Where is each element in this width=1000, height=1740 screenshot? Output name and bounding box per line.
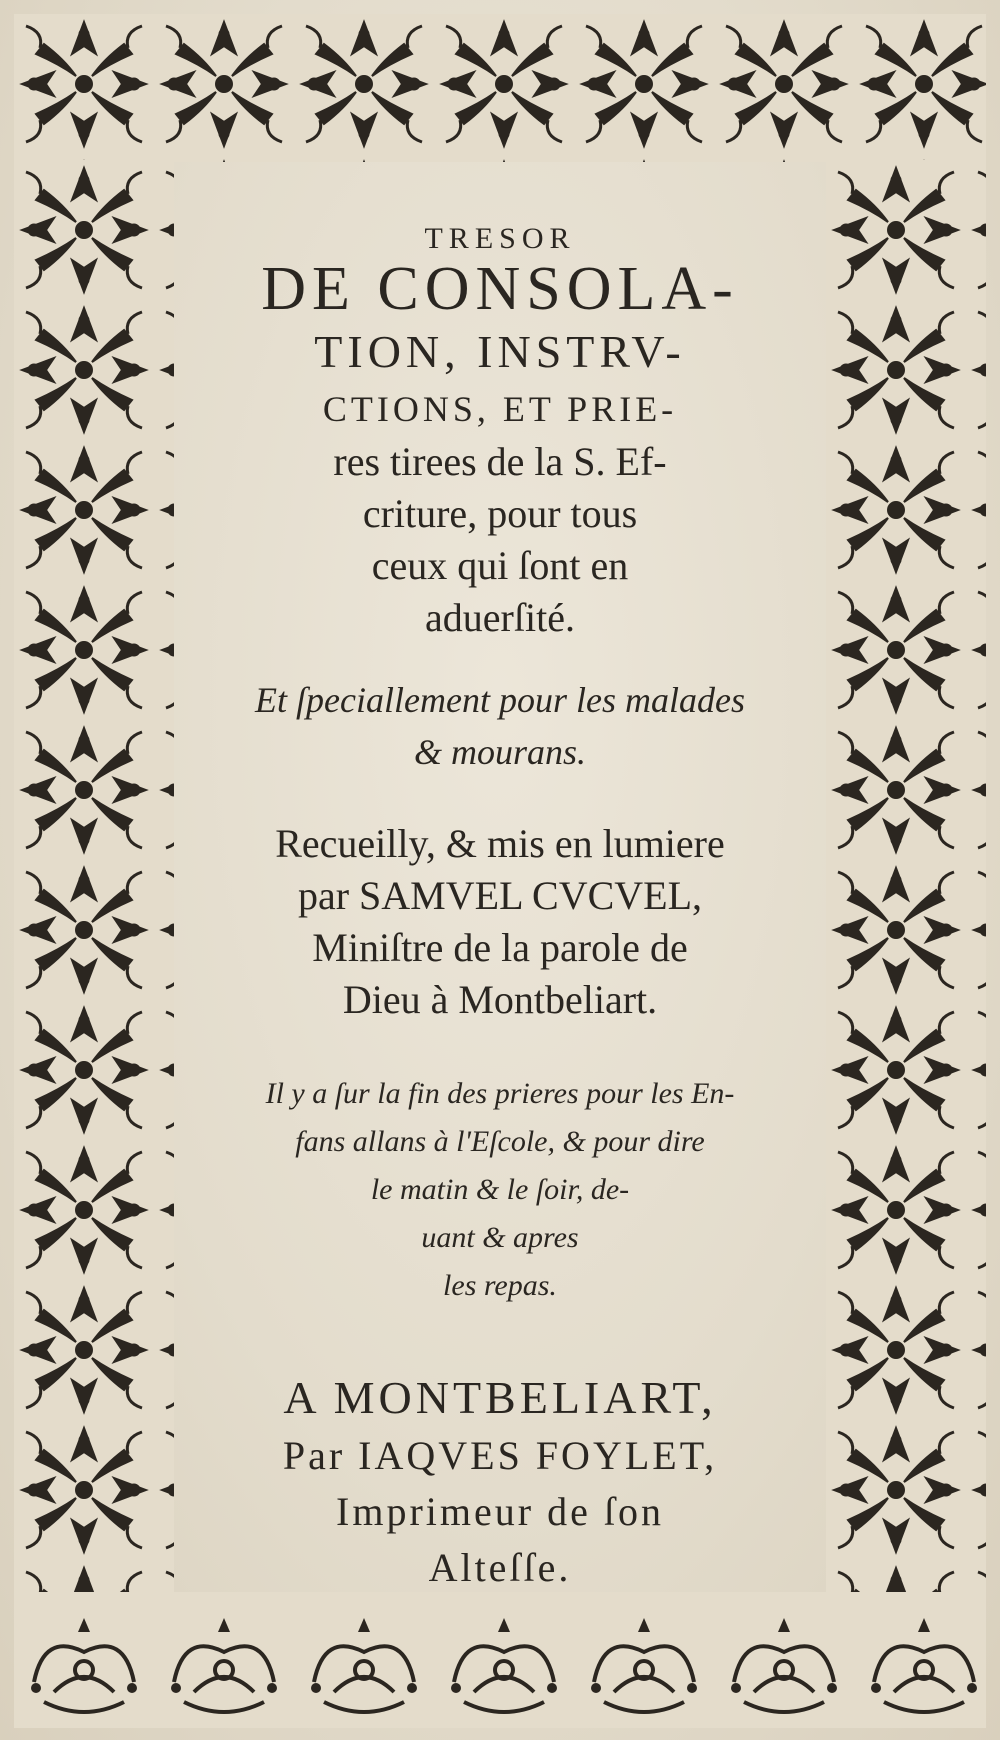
author-line-2: par SAMVEL CVCVEL, — [297, 873, 703, 918]
title-line-4: CTIONS, ET PRIE- — [322, 389, 678, 429]
imprint-line-1: A MONTBELIART, — [283, 1372, 717, 1423]
title-line-1: TRESOR — [424, 222, 576, 255]
title-line-6: criture, pour tous — [362, 491, 638, 536]
note-line-5: les repas. — [443, 1269, 557, 1302]
note-line-1: Il y a ſur la fin des prieres pour les En- — [265, 1077, 735, 1110]
top-ornamental-border — [14, 14, 986, 162]
title-text-block — [180, 200, 820, 1590]
author-line-3: Miniſtre de la parole de — [312, 925, 688, 970]
imprint-line-4: Alteſſe. — [428, 1545, 572, 1590]
title-line-8: aduerſité. — [425, 595, 575, 640]
title-line-2: DE CONSOLA- — [261, 255, 739, 323]
title-line-3: TION, INSTRV- — [314, 326, 686, 377]
note-line-3: le matin & le ſoir, de- — [370, 1173, 630, 1206]
subtitle-line-2: & mourans. — [413, 732, 587, 772]
bottom-ornamental-border — [14, 1592, 986, 1728]
imprint-line-3: Imprimeur de ſon — [336, 1489, 664, 1534]
note-line-4: uant & apres — [421, 1221, 579, 1254]
title-line-5: res tirees de la S. Ef- — [333, 439, 667, 484]
right-ornamental-border — [826, 160, 986, 1594]
author-line-1: Recueilly, & mis en lumiere — [275, 821, 725, 866]
left-ornamental-border — [14, 160, 174, 1594]
imprint-line-2: Par IAQVES FOYLET, — [282, 1433, 718, 1478]
subtitle-line-1: Et ſpeciallement pour les malades — [255, 680, 745, 720]
title-line-7: ceux qui ſont en — [371, 543, 629, 588]
note-line-2: fans allans à l'Eſcole, & pour dire — [295, 1125, 705, 1158]
author-line-4: Dieu à Montbeliart. — [342, 977, 658, 1022]
